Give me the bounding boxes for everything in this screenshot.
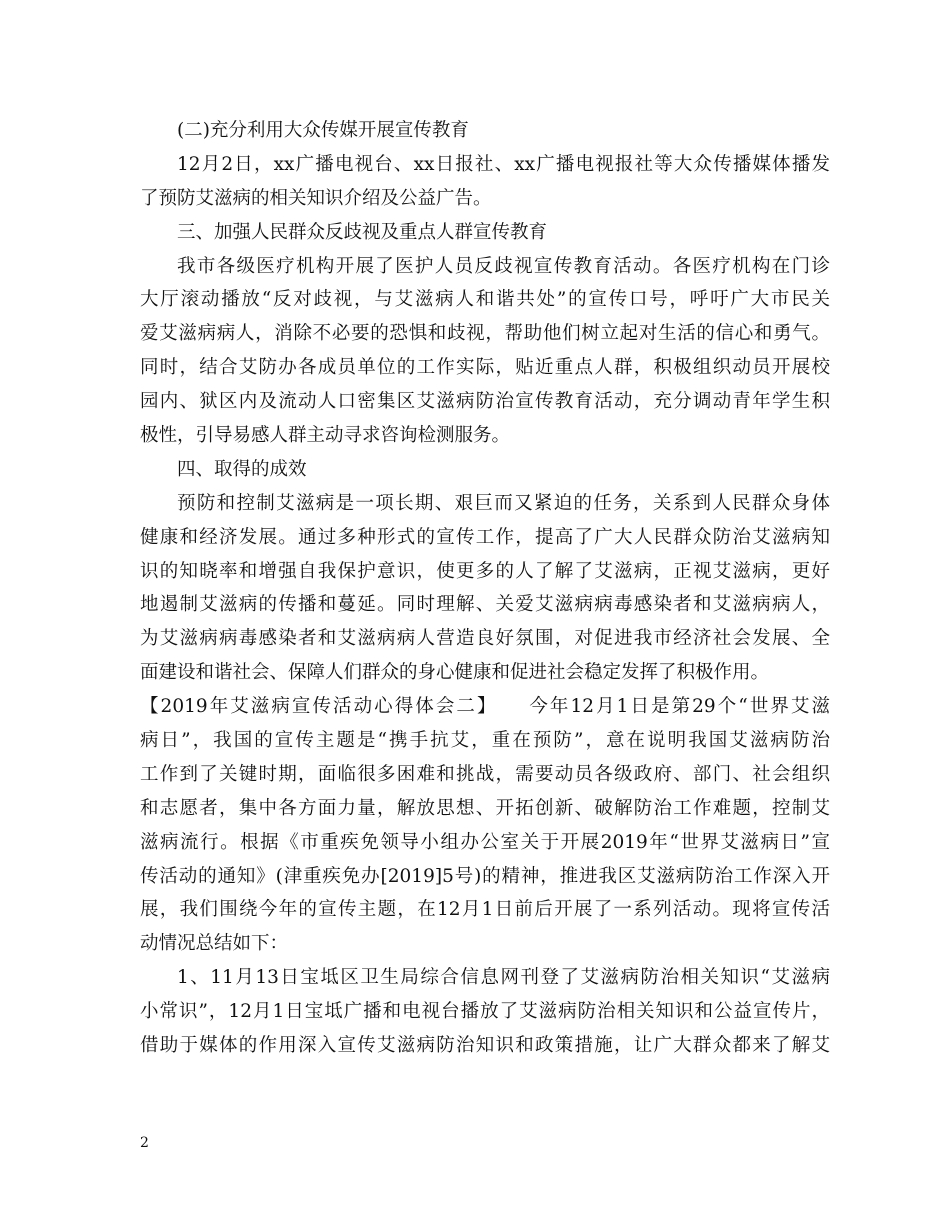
text-line: 病日”，我国的宣传主题是“携手抗艾，重在预防”，意在说明我国艾滋病防治 [140,730,830,752]
text-line: 和志愿者，集中各方面力量，解放思想、开拓创新、破解防治工作难题，控制艾 [140,797,830,819]
text-line: 识的知晓率和增强自我保护意识，使更多的人了解了艾滋病，正视艾滋病，更好 [140,560,830,582]
text-line: 1、11月13日宝坻区卫生局综合信息网刊登了艾滋病防治相关知识“艾滋病 [177,967,830,989]
text-line: 爱艾滋病病人，消除不必要的恐惧和歧视，帮助他们树立起对生活的信心和勇气。 [140,323,830,345]
page-number: 2 [140,1135,149,1151]
text-line: 展，我们围绕今年的宣传主题，在12月1日前后开展了一系列活动。现将宣传活 [140,899,830,921]
text-line: 滋病流行。根据《市重疾免领导小组办公室关于开展2019年“世界艾滋病日”宣 [140,831,830,853]
text-line: 预防和控制艾滋病是一项长期、艰巨而又紧迫的任务，关系到人民群众身体 [177,492,830,514]
text-line: 12月2日，xx广播电视台、xx日报社、xx广播电视报社等大众传播媒体播发 [177,153,830,175]
text-line: (二)充分利用大众传媒开展宣传教育 [177,120,469,141]
text-line: 动情况总结如下： [140,933,289,955]
text-line: 我市各级医疗机构开展了医护人员反歧视宣传教育活动。各医疗机构在门诊 [177,255,830,277]
text-line: 传活动的通知》(津重疾免办[2019]5号)的精神，推进我区艾滋病防治工作深入开 [140,865,830,887]
text-line: 为艾滋病病毒感染者和艾滋病病人营造良好氛围，对促进我市经济社会发展、全 [140,628,830,650]
text-line: 健康和经济发展。通过多种形式的宣传工作，提高了广大人民群众防治艾滋病知 [140,526,830,548]
text-line: 同时，结合艾防办各成员单位的工作实际，贴近重点人群，积极组织动员开展校 [140,357,830,379]
text-line: 了预防艾滋病的相关知识介绍及公益广告。 [140,187,492,209]
text-line: 小常识”，12月1日宝坻广播和电视台播放了艾滋病防治相关知识和公益宣传片， [140,1001,830,1023]
text-line: 大厅滚动播放“反对歧视，与艾滋病人和谐共处”的宣传口号，呼吁广大市民关 [140,289,830,311]
text-line: 四、取得的成效 [177,458,307,480]
document-body [140,114,830,1063]
text-line: 园内、狱区内及流动人口密集区艾滋病防治宣传教育活动，充分调动青年学生积 [140,391,830,413]
text-line: 地遏制艾滋病的传播和蔓延。同时理解、关爱艾滋病病毒感染者和艾滋病病人， [140,594,830,616]
text-line: 【2019年艾滋病宣传活动心得体会二】 今年12月1日是第29个“世界艾滋 [140,696,830,718]
text-line: 极性，引导易感人群主动寻求咨询检测服务。 [140,425,511,447]
text-line: 三、加强人民群众反歧视及重点人群宣传教育 [177,221,548,243]
text-line: 工作到了关键时期，面临很多困难和挑战，需要动员各级政府、部门、社会组织 [140,763,830,785]
text-line: 借助于媒体的作用深入宣传艾滋病防治知识和政策措施，让广大群众都来了解艾 [140,1035,830,1057]
text-line: 面建设和谐社会、保障人们群众的身心健康和促进社会稳定发挥了积极作用。 [140,662,770,684]
